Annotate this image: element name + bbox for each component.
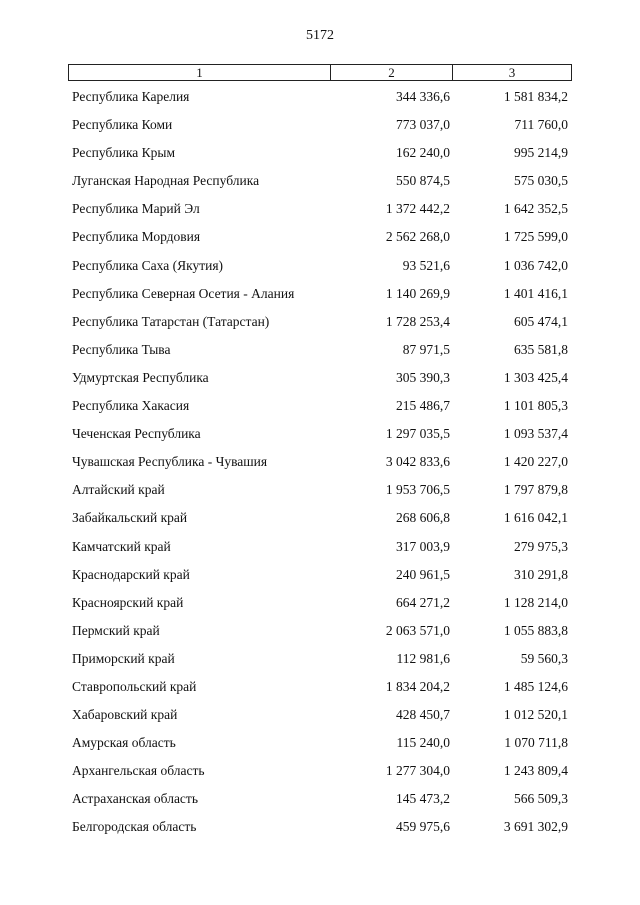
row-value-col-3: 1 420 227,0 bbox=[503, 454, 568, 470]
row-region-name: Белгородская область bbox=[72, 819, 197, 835]
row-value-col-3: 1 797 879,8 bbox=[503, 482, 568, 498]
row-value-col-3: 635 581,8 bbox=[514, 341, 568, 357]
table-row bbox=[0, 561, 640, 589]
row-region-name: Удмуртская Республика bbox=[72, 369, 209, 385]
row-value-col-3: 1 128 214,0 bbox=[503, 594, 568, 610]
row-value-col-3: 1 303 425,4 bbox=[503, 369, 568, 385]
row-value-col-3: 3 691 302,9 bbox=[503, 819, 568, 835]
row-value-col-2: 1 277 304,0 bbox=[385, 763, 450, 779]
row-region-name: Приморский край bbox=[72, 650, 175, 666]
row-value-col-2: 1 953 706,5 bbox=[385, 482, 450, 498]
row-region-name: Ставропольский край bbox=[72, 678, 197, 694]
row-value-col-3: 1 070 711,8 bbox=[504, 735, 568, 751]
row-region-name: Забайкальский край bbox=[72, 510, 188, 526]
row-value-col-3: 566 509,3 bbox=[514, 791, 568, 807]
row-value-col-3: 1 012 520,1 bbox=[503, 707, 568, 723]
page-number: 5172 bbox=[306, 28, 334, 43]
row-region-name: Республика Марий Эл bbox=[72, 201, 200, 217]
table-row bbox=[0, 111, 640, 139]
row-value-col-3: 1 101 805,3 bbox=[503, 398, 568, 414]
row-value-col-2: 215 486,7 bbox=[396, 398, 450, 414]
row-value-col-2: 1 728 253,4 bbox=[385, 313, 450, 329]
row-value-col-2: 240 961,5 bbox=[396, 566, 450, 582]
row-value-col-3: 1 401 416,1 bbox=[503, 285, 568, 301]
row-value-col-2: 87 971,5 bbox=[402, 341, 450, 357]
table-row bbox=[0, 252, 640, 280]
header-col-2: 2 bbox=[331, 65, 453, 80]
row-value-col-3: 59 560,3 bbox=[520, 650, 568, 666]
row-region-name: Архангельская область bbox=[72, 763, 205, 779]
table-row bbox=[0, 533, 640, 561]
row-value-col-3: 1 243 809,4 bbox=[503, 763, 568, 779]
row-region-name: Чеченская Республика bbox=[72, 426, 201, 442]
table-row bbox=[0, 645, 640, 673]
row-value-col-2: 2 063 571,0 bbox=[385, 622, 450, 638]
table-row bbox=[0, 83, 640, 111]
row-value-col-2: 459 975,6 bbox=[396, 819, 450, 835]
row-value-col-3: 711 760,0 bbox=[514, 117, 568, 133]
table-row bbox=[0, 392, 640, 420]
table-row bbox=[0, 223, 640, 251]
row-region-name: Камчатский край bbox=[72, 538, 171, 554]
table-row bbox=[0, 476, 640, 504]
row-value-col-2: 112 981,6 bbox=[396, 650, 450, 666]
table-body bbox=[0, 83, 640, 842]
row-value-col-2: 2 562 268,0 bbox=[385, 229, 450, 245]
table-row bbox=[0, 701, 640, 729]
table-row bbox=[0, 617, 640, 645]
row-value-col-3: 1 725 599,0 bbox=[503, 229, 568, 245]
row-region-name: Луганская Народная Республика bbox=[72, 173, 260, 189]
table-row bbox=[0, 729, 640, 757]
row-region-name: Алтайский край bbox=[72, 482, 165, 498]
row-value-col-2: 428 450,7 bbox=[396, 707, 450, 723]
row-region-name: Республика Тыва bbox=[72, 341, 171, 357]
table-row bbox=[0, 308, 640, 336]
row-value-col-3: 310 291,8 bbox=[514, 566, 568, 582]
row-value-col-2: 3 042 833,6 bbox=[385, 454, 450, 470]
header-col-3: 3 bbox=[508, 65, 516, 80]
row-value-col-2: 1 140 269,9 bbox=[385, 285, 450, 301]
row-value-col-3: 1 036 742,0 bbox=[503, 257, 568, 273]
row-value-col-2: 1 372 442,2 bbox=[385, 201, 450, 217]
table-row bbox=[0, 504, 640, 532]
row-value-col-3: 1 093 537,4 bbox=[503, 426, 568, 442]
row-value-col-2: 317 003,9 bbox=[396, 538, 450, 554]
row-region-name: Республика Татарстан (Татарстан) bbox=[72, 313, 270, 329]
table-row bbox=[0, 813, 640, 841]
table-row bbox=[0, 139, 640, 167]
row-value-col-2: 145 473,2 bbox=[396, 791, 450, 807]
row-value-col-2: 115 240,0 bbox=[396, 735, 450, 751]
row-value-col-2: 305 390,3 bbox=[396, 369, 450, 385]
table-row bbox=[0, 420, 640, 448]
row-value-col-2: 93 521,6 bbox=[402, 257, 450, 273]
row-value-col-2: 664 271,2 bbox=[396, 594, 450, 610]
row-value-col-3: 1 055 883,8 bbox=[503, 622, 568, 638]
row-value-col-2: 268 606,8 bbox=[396, 510, 450, 526]
row-region-name: Республика Мордовия bbox=[72, 229, 201, 245]
row-value-col-3: 605 474,1 bbox=[514, 313, 568, 329]
row-region-name: Республика Хакасия bbox=[72, 398, 190, 414]
row-region-name: Чувашская Республика - Чувашия bbox=[72, 454, 268, 470]
row-value-col-2: 773 037,0 bbox=[396, 117, 450, 133]
table-header bbox=[68, 64, 572, 81]
table-row bbox=[0, 757, 640, 785]
row-region-name: Красноярский край bbox=[72, 594, 184, 610]
row-value-col-3: 995 214,9 bbox=[514, 145, 568, 161]
table-row bbox=[0, 167, 640, 195]
row-region-name: Республика Саха (Якутия) bbox=[72, 257, 224, 273]
row-value-col-2: 1 297 035,5 bbox=[385, 426, 450, 442]
table-row bbox=[0, 589, 640, 617]
table-row bbox=[0, 336, 640, 364]
table-row bbox=[0, 673, 640, 701]
table-row bbox=[0, 448, 640, 476]
header-col-1: 1 bbox=[69, 65, 331, 80]
table-row bbox=[0, 280, 640, 308]
row-value-col-3: 279 975,3 bbox=[514, 538, 568, 554]
row-value-col-3: 1 581 834,2 bbox=[503, 89, 568, 104]
row-value-col-2: 1 834 204,2 bbox=[385, 678, 450, 694]
table-row bbox=[0, 785, 640, 813]
row-region-name: Краснодарский край bbox=[72, 566, 190, 582]
row-region-name: Республика Коми bbox=[72, 117, 173, 133]
row-value-col-3: 1 485 124,6 bbox=[503, 678, 568, 694]
row-value-col-3: 575 030,5 bbox=[514, 173, 568, 189]
row-value-col-2: 344 336,6 bbox=[396, 89, 450, 104]
row-region-name: Астраханская область bbox=[72, 791, 198, 807]
row-region-name: Хабаровский край bbox=[72, 707, 178, 723]
row-region-name: Республика Северная Осетия - Алания bbox=[72, 285, 295, 301]
table-row bbox=[0, 195, 640, 223]
table-row bbox=[0, 364, 640, 392]
row-region-name: Амурская область bbox=[72, 735, 176, 751]
row-region-name: Республика Карелия bbox=[72, 89, 190, 104]
row-value-col-3: 1 642 352,5 bbox=[503, 201, 568, 217]
row-region-name: Республика Крым bbox=[72, 145, 176, 161]
row-value-col-2: 162 240,0 bbox=[396, 145, 450, 161]
row-value-col-2: 550 874,5 bbox=[396, 173, 450, 189]
row-region-name: Пермский край bbox=[72, 622, 160, 638]
row-value-col-3: 1 616 042,1 bbox=[503, 510, 568, 526]
